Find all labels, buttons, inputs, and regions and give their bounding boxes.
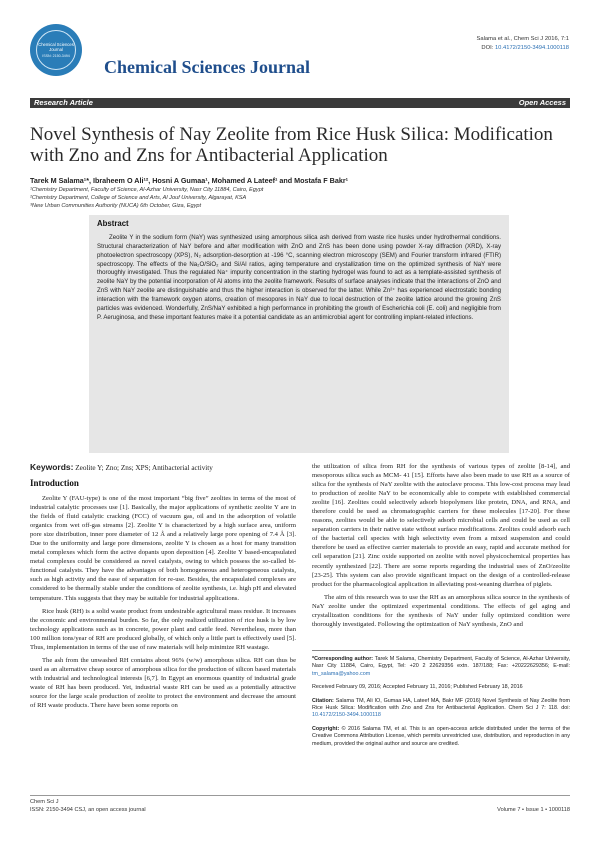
journal-seal-icon	[36, 30, 76, 70]
intro-paragraph-5: The aim of this research was to use the RH as an amorphous silica source in the synthesis of NaY zeolite under the optimized experimental conditions. The effects of gel aging and crystallization conditions for the synthesis of NaY under fully optimized condition were thoroughly investigated. Following the optimization of NaY synthesis, ZnO and	[312, 593, 570, 628]
article-notes	[312, 650, 570, 754]
corr-email-link[interactable]: tm_salama@yahoo.com	[312, 670, 371, 677]
footer-journal: Chem Sci J	[30, 799, 59, 805]
corr-label: *Corresponding author:	[312, 656, 374, 662]
intro-paragraph-3: The ash from the unwashed RH contains about 96% (w/w) amorphous silica. RH can thus be used as an alternative cheap source of amorphous silica for the production of silicon based materials with industrial and technological interests [6,7]. In Egypt an enormous quantity of industrial grade waste of RH has been produced. Yet, industrial waste RH can be used as a potentially attractive source for the large scale production of zeolite to protect the environment and decrease the amount of RH waste products. There have been some reports on	[30, 656, 296, 710]
citation-line: Salama et al., Chem Sci J 2016, 7:1	[476, 36, 569, 42]
affiliations	[30, 186, 263, 210]
keywords-text: Zeolite Y; Zno; Zns; XPS; Antibacterial activity	[73, 464, 213, 472]
copyright-note	[312, 726, 570, 748]
article-type: Research Article	[34, 98, 93, 107]
header-citation	[477, 35, 569, 53]
footer-issn: ISSN: 2150-3494 CSJ, an open access journal	[30, 807, 146, 813]
copyright-text: © 2016 Salama TM, et al. This is an open-access article distributed under the terms of the Creative Commons Attribution License, which permits unrestricted use, distribution, and reproduction in any medium, provided the original author and source are credited.	[312, 725, 570, 747]
doi-link[interactable]: 10.4172/2150-3494.1000118	[494, 45, 569, 51]
logo-issn: ISSN: 2150-3494	[42, 53, 70, 58]
author-list: Tarek M Salama¹*, Ibraheem O Ali¹², Hosni A Gumaa¹, Mohamed A Lateef¹ and Mostafa F Bakr¹	[30, 176, 349, 185]
dates: Received February 09, 2016; Accepted February 11, 2016; Published February 18, 2016	[312, 684, 523, 691]
affiliation-1: ¹Chemistry Department, Faculty of Science, Al-Azhar University, Nasr City 11884, Cairo, Egypt	[30, 187, 264, 193]
journal-title: Chemical Sciences Journal	[104, 57, 310, 77]
left-column	[30, 494, 296, 714]
affiliation-3: ³New Urban Communities Authority (NUCA) 6th October, Giza, Egypt	[30, 203, 202, 209]
article-type-band	[30, 98, 570, 108]
keywords-label: Keywords:	[30, 462, 74, 472]
copyright-label: Copyright:	[312, 725, 340, 732]
keywords	[30, 462, 213, 472]
logo-text: Chemical Sciences Journal	[38, 41, 74, 52]
affiliation-2: ²Chemistry Department, College of Science and Arts, Al Jouf University, Algarayat, KSA	[30, 195, 247, 201]
right-column	[312, 462, 570, 633]
footer-volume: Volume 7 • Issue 1 • 1000118	[497, 807, 570, 813]
citation-note	[312, 698, 570, 720]
article-title: Novel Synthesis of Nay Zeolite from Rice Husk Silica: Modification with Zno and Zns for Antibacterial Application	[30, 124, 553, 166]
abstract-heading: Abstract	[97, 219, 129, 228]
notes-divider	[312, 650, 570, 651]
abstract-text: Zeolite Y in the sodium form (NaY) was synthesized using amorphous silica ash derived from waste rice husks under hydrothermal conditions. Structural characterization of NaY before and after modification with ZnO and ZnS has been done using powder X-ray diffraction (XRD), X-ray photoelectron spectroscopy (XPS), N₂ adsorption-desorption at -196 °C, scanning electron microscopy (SEM) and Fourier transform infrared (FTIR) spectroscopy. The effects of the Na₂O/SiO₂ and Si/Al ratios, aging temperature and crystallization time on the optimized synthesis of NaY were thoroughly investigated. Thus the regulated Na⁺ impurity concentration in the starting hydrogel was found to act as a template-assisted synthesis of zeolite NaY by the potential incorporation of Al atoms into the zeolite framework. Results of surface analyses indicate that the interactions of ZnO and ZnS with NaY zeolite are distinguishable and thus the higher interaction is observed for the latter. While Zn²⁺ has experienced electrostatic bonding interaction with the framework oxygen atoms, creation of mesopores in NaY due to local destruction of the zeolite lattice around the growing ZnS particles was evidenced. Wonderfully, ZnS/NaY exhibited a high performance in prohibiting the growth of Escherichia coli (E. coli) and negligible from P. Aeruginosa, and these important features make it a potential candidate as an antimicrobial agent for controlling implant-related infections.	[97, 234, 501, 321]
doi-label: DOI:	[481, 45, 495, 51]
journal-logo	[30, 24, 82, 76]
abstract-box	[89, 215, 509, 453]
citation-text: Salama TM, Ali IO, Gumaa HA, Lateef MA, Bakr MF (2016) Novel Synthesis of Nay Zeolite from Rice Husk Silica: Modification with Zno and Zns for Antibacterial Application. Chem Sci J 7: 118. doi:	[312, 697, 570, 712]
open-access-badge: Open Access	[518, 98, 566, 107]
intro-paragraph-1: Zeolite Y (FAU-type) is one of the most important “big five” zeolites in terms of the most of industrial catalytic processes use [1]. Basically, the major applications of synthetic zeolite Y are in the fields of fluid catalytic cracking (FCC) of vacuum gas, oil and in the adsorption of volatile organics from wet off-gas streams [2]. Zeolite Y is characterized by a high surface area, uniform pore size distribution, inner pore diameter of 12 Å and a relatively large pore opening of 7.4 Å [3]. Due to the uniformity and large pore dimensions, zeolite Y is chosen as a host for many transition metal complexes which form the active dopants upon deposition [4]. Zeolite Y based-encapsulated metal complexes could be considered as novel catalysts, owing to which possess the so-called bi-functional catalysts. They have the advantages of both homogeneous and heterogeneous catalysts, such as high activity and the ease of separation for re-use. Besides, the encapsulated complexes are considered to be thermally stable under the conditions of zeolite synthesis, i.e. high pH and elevated temperature. This suggests that they may be suitable for industrial applications.	[30, 495, 296, 602]
doi-line	[477, 44, 569, 53]
corr-text: Tarek M Salama, Chemistry Department, Faculty of Science, Al-Azhar University, Nasr City 11884, Cairo, Egypt, Tel: +20 2 22629356 extn. 187/188; Fax: +20222629356; E-mail:	[312, 656, 570, 670]
corresponding-author	[312, 656, 570, 678]
intro-paragraph-2: Rice husk (RH) is a solid waste product from undesirable agricultural mass residue. It increases the economic and environmental burden. So far, the only realized utilization of rice husk is by low technology applications such as in concrete, power plant and cattle feed. Nevertheless, more than 100 million tons/year of RH are produced globally, of which only a little part is effectively used [5]. Thus, implementation in terms of the use of raw materials will help minimize RH wastage.	[30, 607, 296, 651]
citation-label: Citation:	[312, 697, 334, 704]
introduction-heading: Introduction	[30, 478, 79, 488]
page-footer	[30, 795, 570, 814]
citation-doi-link[interactable]: 10.4172/2150-3494.1000118	[312, 712, 381, 719]
intro-paragraph-4: the utilization of silica from RH for the synthesis of various types of zeolite [8-14], and mesoporous silica such as MCM- 41 [15]. Efforts have also been made to use RH as a source of silica for the synthesis of NaY zeolite with the autoclave process. This low-cost process may lead to production of zeolite NaY to be economically able to compete with established commercial zeolite [16]. Zeolites could selectively adsorb biopolymers like protein, DNA, and RNA, and therefore could be used as chromatographic carriers for these molecules [17-20]. For these reasons, zeolites would be able to selectively adsorb microbial cells and could be used as cell separation carriers in their native state without surface modifications. Zeolites could adsorb each of the bacterial cell species with high selectivity even from a mixed suspension and could therefore be used as effective carrier materials to provide an easy, rapid and accurate method for cell separation [21]. Zinc oxide supported on zeolite with novel physicochemical properties has recently synthesized [22]. There are some reports regarding the industrial uses of ZnO/zeolite [23-25]. This system can also provide significant impact on the design of a controlled-release product for the pharmacological application in alleviating post-weaning diarrhea of piglets.	[312, 463, 570, 588]
